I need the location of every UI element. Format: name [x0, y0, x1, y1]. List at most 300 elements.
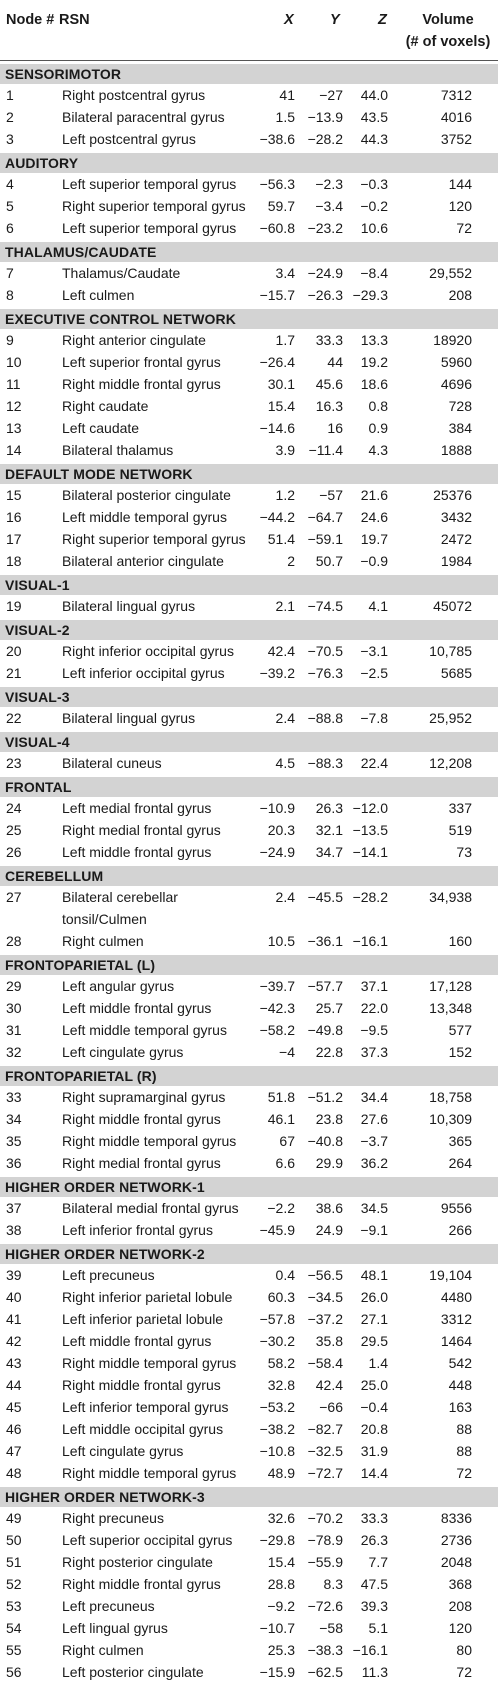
- rsn-cell: Bilateral medial frontal gyrus: [62, 1200, 239, 1216]
- volume-cell: 9556: [440, 1200, 472, 1216]
- y-cell: −82.7: [307, 1421, 343, 1437]
- table-row: [0, 1595, 498, 1617]
- x-cell: 60.3: [267, 1289, 295, 1305]
- y-cell: 50.7: [315, 553, 343, 569]
- node-cell: 13: [6, 420, 22, 436]
- x-cell: 3.4: [275, 265, 295, 281]
- x-cell: 25.3: [267, 1642, 295, 1658]
- y-cell: 16: [327, 420, 343, 436]
- x-cell: 59.7: [267, 198, 295, 214]
- y-cell: −40.8: [307, 1133, 343, 1149]
- volume-cell: 7312: [440, 87, 472, 103]
- z-cell: 37.3: [360, 1044, 388, 1060]
- rsn-cell: Left caudate: [62, 420, 140, 436]
- z-cell: −7.8: [360, 710, 388, 726]
- node-cell: 33: [6, 1089, 22, 1105]
- volume-cell: 45072: [433, 598, 472, 614]
- y-cell: −3.4: [315, 198, 343, 214]
- node-cell: 48: [6, 1465, 22, 1481]
- volume-cell: 19,104: [429, 1267, 472, 1283]
- volume-cell: 2048: [440, 1554, 472, 1570]
- header-node: Node #: [6, 12, 55, 28]
- rsn-cell: Left precuneus: [62, 1598, 155, 1614]
- y-cell: 23.8: [315, 1111, 343, 1127]
- z-cell: 0.8: [368, 398, 388, 414]
- x-cell: −38.6: [259, 131, 295, 147]
- z-cell: 19.7: [360, 531, 388, 547]
- x-cell: −24.9: [259, 844, 295, 860]
- x-cell: −2.2: [267, 1200, 295, 1216]
- section-header: FRONTOPARIETAL (R): [0, 1066, 498, 1086]
- y-cell: −27: [319, 87, 343, 103]
- y-cell: −66: [319, 1399, 343, 1415]
- table-row: [0, 841, 498, 863]
- table-row: [0, 351, 498, 373]
- x-cell: 41: [279, 87, 295, 103]
- z-cell: 36.2: [360, 1155, 388, 1171]
- z-cell: −9.5: [360, 1022, 388, 1038]
- rsn-cell: Left middle temporal gyrus: [62, 509, 227, 525]
- volume-cell: 728: [448, 398, 472, 414]
- table-row: [0, 1551, 498, 1573]
- z-cell: 37.1: [360, 978, 388, 994]
- table-row: [0, 1130, 498, 1152]
- node-cell: 21: [6, 665, 22, 681]
- volume-cell: 208: [448, 287, 472, 303]
- section-header: SENSORIMOTOR: [0, 64, 498, 84]
- z-cell: −3.7: [360, 1133, 388, 1149]
- rsn-cell: Right middle temporal gyrus: [62, 1465, 237, 1481]
- table-row: [0, 439, 498, 461]
- node-cell: 19: [6, 598, 22, 614]
- z-cell: 48.1: [360, 1267, 388, 1283]
- node-cell: 38: [6, 1222, 22, 1238]
- volume-cell: 34,938: [429, 889, 472, 905]
- table-row: [0, 1396, 498, 1418]
- header-z: Z: [378, 12, 387, 28]
- node-cell: 10: [6, 354, 22, 370]
- rsn-cell: Left middle temporal gyrus: [62, 1022, 227, 1038]
- y-cell: 42.4: [315, 1377, 343, 1393]
- volume-cell: 3752: [440, 131, 472, 147]
- z-cell: 22.0: [360, 1000, 388, 1016]
- node-cell: 53: [6, 1598, 22, 1614]
- rsn-cell: Right middle frontal gyrus: [62, 376, 221, 392]
- y-cell: −45.5: [307, 889, 343, 905]
- node-cell: 36: [6, 1155, 22, 1171]
- table-row: [0, 1108, 498, 1130]
- rsn-cell: Right caudate: [62, 398, 149, 414]
- node-cell: 26: [6, 844, 22, 860]
- y-cell: 34.7: [315, 844, 343, 860]
- volume-cell: 337: [448, 800, 472, 816]
- volume-cell: 18920: [433, 332, 472, 348]
- node-cell: 31: [6, 1022, 22, 1038]
- rsn-cell: Left posterior cingulate: [62, 1664, 204, 1680]
- table-header: [0, 0, 498, 61]
- x-cell: −9.2: [267, 1598, 295, 1614]
- y-cell: −23.2: [307, 220, 343, 236]
- y-cell: 38.6: [315, 1200, 343, 1216]
- rsn-cell: Left middle frontal gyrus: [62, 1000, 212, 1016]
- rsn-cell: Right medial frontal gyrus: [62, 822, 221, 838]
- z-cell: 21.6: [360, 487, 388, 503]
- table-row: [0, 997, 498, 1019]
- rsn-cell: Left inferior parietal lobule: [62, 1311, 224, 1327]
- x-cell: −29.8: [259, 1532, 295, 1548]
- z-cell: 31.9: [360, 1443, 388, 1459]
- node-cell: 47: [6, 1443, 22, 1459]
- y-cell: −34.5: [307, 1289, 343, 1305]
- table-row: [0, 1152, 498, 1174]
- node-cell: 18: [6, 553, 22, 569]
- table-row: [0, 886, 498, 930]
- volume-cell: 2472: [440, 531, 472, 547]
- table-row: [0, 1352, 498, 1374]
- x-cell: 15.4: [267, 398, 295, 414]
- volume-cell: 12,208: [429, 755, 472, 771]
- section-header: FRONTAL: [0, 777, 498, 797]
- y-cell: 32.1: [315, 822, 343, 838]
- z-cell: 14.4: [360, 1465, 388, 1481]
- table-row: [0, 1264, 498, 1286]
- table-row: [0, 284, 498, 306]
- table-row: [0, 1617, 498, 1639]
- rsn-cell: Right superior temporal gyrus: [62, 531, 246, 547]
- node-cell: 28: [6, 933, 22, 949]
- table-row: [0, 128, 498, 150]
- y-cell: 8.3: [323, 1576, 343, 1592]
- volume-cell: 25376: [433, 487, 472, 503]
- y-cell: −2.3: [315, 176, 343, 192]
- z-cell: −3.1: [360, 643, 388, 659]
- volume-cell: 368: [448, 1576, 472, 1592]
- section-header: AUDITORY: [0, 153, 498, 173]
- y-cell: −72.6: [307, 1598, 343, 1614]
- z-cell: 26.3: [360, 1532, 388, 1548]
- y-cell: −57: [319, 487, 343, 503]
- z-cell: 33.3: [360, 1510, 388, 1526]
- table-row: [0, 1041, 498, 1063]
- rsn-cell: Right postcentral gyrus: [62, 87, 206, 103]
- x-cell: 28.8: [267, 1576, 295, 1592]
- x-cell: −30.2: [259, 1333, 295, 1349]
- node-cell: 44: [6, 1377, 22, 1393]
- node-cell: 3: [6, 131, 14, 147]
- rsn-cell: Right superior temporal gyrus: [62, 198, 246, 214]
- y-cell: −13.9: [307, 109, 343, 125]
- x-cell: −57.8: [259, 1311, 295, 1327]
- table-row: [0, 1661, 498, 1683]
- table-row: [0, 797, 498, 819]
- x-cell: −56.3: [259, 176, 295, 192]
- z-cell: 1.4: [368, 1355, 388, 1371]
- rsn-cell: Bilateral paracentral gyrus: [62, 109, 225, 125]
- table-row: [0, 595, 498, 617]
- volume-cell: 3312: [440, 1311, 472, 1327]
- node-cell: 45: [6, 1399, 22, 1415]
- x-cell: 42.4: [267, 643, 295, 659]
- table-row: [0, 262, 498, 284]
- y-cell: −49.8: [307, 1022, 343, 1038]
- rsn-cell: Right medial frontal gyrus: [62, 1155, 221, 1171]
- node-cell: 51: [6, 1554, 22, 1570]
- table-row: [0, 417, 498, 439]
- rsn-cell: Bilateral lingual gyrus: [62, 710, 196, 726]
- x-cell: −53.2: [259, 1399, 295, 1415]
- z-cell: 26.0: [360, 1289, 388, 1305]
- table-row: [0, 1286, 498, 1308]
- x-cell: 30.1: [267, 376, 295, 392]
- x-cell: −42.3: [259, 1000, 295, 1016]
- y-cell: 29.9: [315, 1155, 343, 1171]
- x-cell: −38.2: [259, 1421, 295, 1437]
- rsn-cell: Left middle frontal gyrus: [62, 844, 212, 860]
- y-cell: 45.6: [315, 376, 343, 392]
- rsn-cell: Left superior occipital gyrus: [62, 1532, 233, 1548]
- y-cell: −88.8: [307, 710, 343, 726]
- table-row: [0, 84, 498, 106]
- x-cell: −39.7: [259, 978, 295, 994]
- node-cell: 16: [6, 509, 22, 525]
- header-rsn: RSN: [59, 12, 90, 28]
- volume-cell: 25,952: [429, 710, 472, 726]
- x-cell: 6.6: [275, 1155, 295, 1171]
- section-header: CEREBELLUM: [0, 866, 498, 886]
- header-volume-unit: (# of voxels): [405, 34, 491, 50]
- volume-cell: 120: [448, 198, 472, 214]
- y-cell: 44: [327, 354, 343, 370]
- volume-cell: 1464: [440, 1333, 472, 1349]
- node-cell: 32: [6, 1044, 22, 1060]
- volume-cell: 1888: [440, 442, 472, 458]
- volume-cell: 4480: [440, 1289, 472, 1305]
- rsn-cell: Left middle frontal gyrus: [62, 1333, 212, 1349]
- y-cell: −58: [319, 1620, 343, 1636]
- x-cell: 1.7: [275, 332, 295, 348]
- volume-cell: 266: [448, 1222, 472, 1238]
- z-cell: 44.3: [360, 131, 388, 147]
- z-cell: 27.1: [360, 1311, 388, 1327]
- node-cell: 5: [6, 198, 14, 214]
- x-cell: 2.4: [275, 889, 295, 905]
- z-cell: −8.4: [360, 265, 388, 281]
- node-cell: 8: [6, 287, 14, 303]
- node-cell: 30: [6, 1000, 22, 1016]
- z-cell: −9.1: [360, 1222, 388, 1238]
- node-cell: 56: [6, 1664, 22, 1680]
- table-row: [0, 1440, 498, 1462]
- section-header: FRONTOPARIETAL (L): [0, 955, 498, 975]
- z-cell: 39.3: [360, 1598, 388, 1614]
- node-cell: 49: [6, 1510, 22, 1526]
- rsn-cell: Right supramarginal gyrus: [62, 1089, 226, 1105]
- x-cell: 15.4: [267, 1554, 295, 1570]
- y-cell: 24.9: [315, 1222, 343, 1238]
- z-cell: 24.6: [360, 509, 388, 525]
- table-row: [0, 930, 498, 952]
- rsn-cell: Bilateral thalamus: [62, 442, 174, 458]
- z-cell: −0.9: [360, 553, 388, 569]
- z-cell: −16.1: [352, 933, 388, 949]
- section-header: EXECUTIVE CONTROL NETWORK: [0, 309, 498, 329]
- volume-cell: 8336: [440, 1510, 472, 1526]
- y-cell: 25.7: [315, 1000, 343, 1016]
- rsn-cell: Left postcentral gyrus: [62, 131, 196, 147]
- table-row: [0, 975, 498, 997]
- rsn-cell: Right middle frontal gyrus: [62, 1111, 221, 1127]
- table-row: [0, 1418, 498, 1440]
- rsn-cell: Right middle frontal gyrus: [62, 1377, 221, 1393]
- x-cell: 3.9: [275, 442, 295, 458]
- z-cell: −13.5: [352, 822, 388, 838]
- node-cell: 54: [6, 1620, 22, 1636]
- y-cell: −28.2: [307, 131, 343, 147]
- volume-cell: 208: [448, 1598, 472, 1614]
- z-cell: −14.1: [352, 844, 388, 860]
- section-header: HIGHER ORDER NETWORK-2: [0, 1244, 498, 1264]
- node-cell: 7: [6, 265, 14, 281]
- node-cell: 34: [6, 1111, 22, 1127]
- table-row: [0, 484, 498, 506]
- table-row: [0, 217, 498, 239]
- rsn-cell: Left inferior occipital gyrus: [62, 665, 225, 681]
- z-cell: 25.0: [360, 1377, 388, 1393]
- table-row: [0, 1219, 498, 1241]
- x-cell: 58.2: [267, 1355, 295, 1371]
- rsn-cell: Left superior temporal gyrus: [62, 220, 237, 236]
- x-cell: 2.1: [275, 598, 295, 614]
- node-cell: 12: [6, 398, 22, 414]
- rsn-cell: Left inferior frontal gyrus: [62, 1222, 213, 1238]
- y-cell: −72.7: [307, 1465, 343, 1481]
- node-cell: 17: [6, 531, 22, 547]
- volume-cell: 17,128: [429, 978, 472, 994]
- table-row: [0, 662, 498, 684]
- node-cell: 40: [6, 1289, 22, 1305]
- z-cell: −0.4: [360, 1399, 388, 1415]
- node-cell: 2: [6, 109, 14, 125]
- x-cell: −15.7: [259, 287, 295, 303]
- node-cell: 35: [6, 1133, 22, 1149]
- table-row: [0, 506, 498, 528]
- volume-cell: 577: [448, 1022, 472, 1038]
- node-cell: 24: [6, 800, 22, 816]
- rsn-cell: Bilateral posterior cingulate: [62, 487, 231, 503]
- rsn-cell: Left culmen: [62, 287, 135, 303]
- volume-cell: 160: [448, 933, 472, 949]
- x-cell: 32.8: [267, 1377, 295, 1393]
- z-cell: 43.5: [360, 109, 388, 125]
- rsn-cell: Right middle temporal gyrus: [62, 1355, 237, 1371]
- section-header: VISUAL-2: [0, 620, 498, 640]
- y-cell: −24.9: [307, 265, 343, 281]
- x-cell: −45.9: [259, 1222, 295, 1238]
- z-cell: −16.1: [352, 1642, 388, 1658]
- y-cell: −70.5: [307, 643, 343, 659]
- x-cell: 67: [279, 1133, 295, 1149]
- volume-cell: 5960: [440, 354, 472, 370]
- rsn-cell: Right inferior occipital gyrus: [62, 643, 234, 659]
- rsn-cell: Right culmen: [62, 933, 144, 949]
- rsn-cell: Left precuneus: [62, 1267, 155, 1283]
- y-cell: 26.3: [315, 800, 343, 816]
- y-cell: −78.9: [307, 1532, 343, 1548]
- x-cell: −10.8: [259, 1443, 295, 1459]
- table-row: [0, 395, 498, 417]
- volume-cell: 1984: [440, 553, 472, 569]
- volume-cell: 144: [448, 176, 472, 192]
- volume-cell: 72: [456, 1465, 472, 1481]
- table-row: [0, 106, 498, 128]
- rsn-cell: Right middle frontal gyrus: [62, 1576, 221, 1592]
- z-cell: 27.6: [360, 1111, 388, 1127]
- x-cell: −15.9: [259, 1664, 295, 1680]
- table-row: [0, 1573, 498, 1595]
- rsn-cell: Right precuneus: [62, 1510, 164, 1526]
- rsn-cell: Bilateral cerebellar tonsil/Culmen: [62, 889, 178, 927]
- section-header: HIGHER ORDER NETWORK-3: [0, 1487, 498, 1507]
- rsn-cell: Bilateral anterior cingulate: [62, 553, 224, 569]
- section-header: THALAMUS/CAUDATE: [0, 242, 498, 262]
- volume-cell: 4696: [440, 376, 472, 392]
- volume-cell: 18,758: [429, 1089, 472, 1105]
- node-cell: 27: [6, 889, 22, 905]
- volume-cell: 120: [448, 1620, 472, 1636]
- node-cell: 41: [6, 1311, 22, 1327]
- x-cell: −39.2: [259, 665, 295, 681]
- table-row: [0, 1197, 498, 1219]
- x-cell: 32.6: [267, 1510, 295, 1526]
- z-cell: 29.5: [360, 1333, 388, 1349]
- table-row: [0, 1507, 498, 1529]
- volume-cell: 80: [456, 1642, 472, 1658]
- volume-cell: 88: [456, 1421, 472, 1437]
- x-cell: −26.4: [259, 354, 295, 370]
- z-cell: 7.7: [368, 1554, 388, 1570]
- volume-cell: 10,309: [429, 1111, 472, 1127]
- z-cell: 34.5: [360, 1200, 388, 1216]
- x-cell: 10.5: [267, 933, 295, 949]
- x-cell: −14.6: [259, 420, 295, 436]
- node-cell: 43: [6, 1355, 22, 1371]
- volume-cell: 519: [448, 822, 472, 838]
- z-cell: 18.6: [360, 376, 388, 392]
- node-cell: 22: [6, 710, 22, 726]
- rsn-cell: Bilateral cuneus: [62, 755, 162, 771]
- table-row: [0, 1374, 498, 1396]
- y-cell: −37.2: [307, 1311, 343, 1327]
- node-cell: 25: [6, 822, 22, 838]
- node-cell: 1: [6, 87, 14, 103]
- y-cell: −74.5: [307, 598, 343, 614]
- node-cell: 14: [6, 442, 22, 458]
- node-cell: 42: [6, 1333, 22, 1349]
- rsn-cell: Right culmen: [62, 1642, 144, 1658]
- y-cell: 35.8: [315, 1333, 343, 1349]
- table-row: [0, 707, 498, 729]
- table-row: [0, 1639, 498, 1661]
- volume-cell: 88: [456, 1443, 472, 1459]
- node-cell: 50: [6, 1532, 22, 1548]
- table-row: [0, 1086, 498, 1108]
- table-row: [0, 752, 498, 774]
- rsn-cell: Left angular gyrus: [62, 978, 175, 994]
- y-cell: −64.7: [307, 509, 343, 525]
- rsn-cell: Right anterior cingulate: [62, 332, 206, 348]
- x-cell: 0.4: [275, 1267, 295, 1283]
- y-cell: −62.5: [307, 1664, 343, 1680]
